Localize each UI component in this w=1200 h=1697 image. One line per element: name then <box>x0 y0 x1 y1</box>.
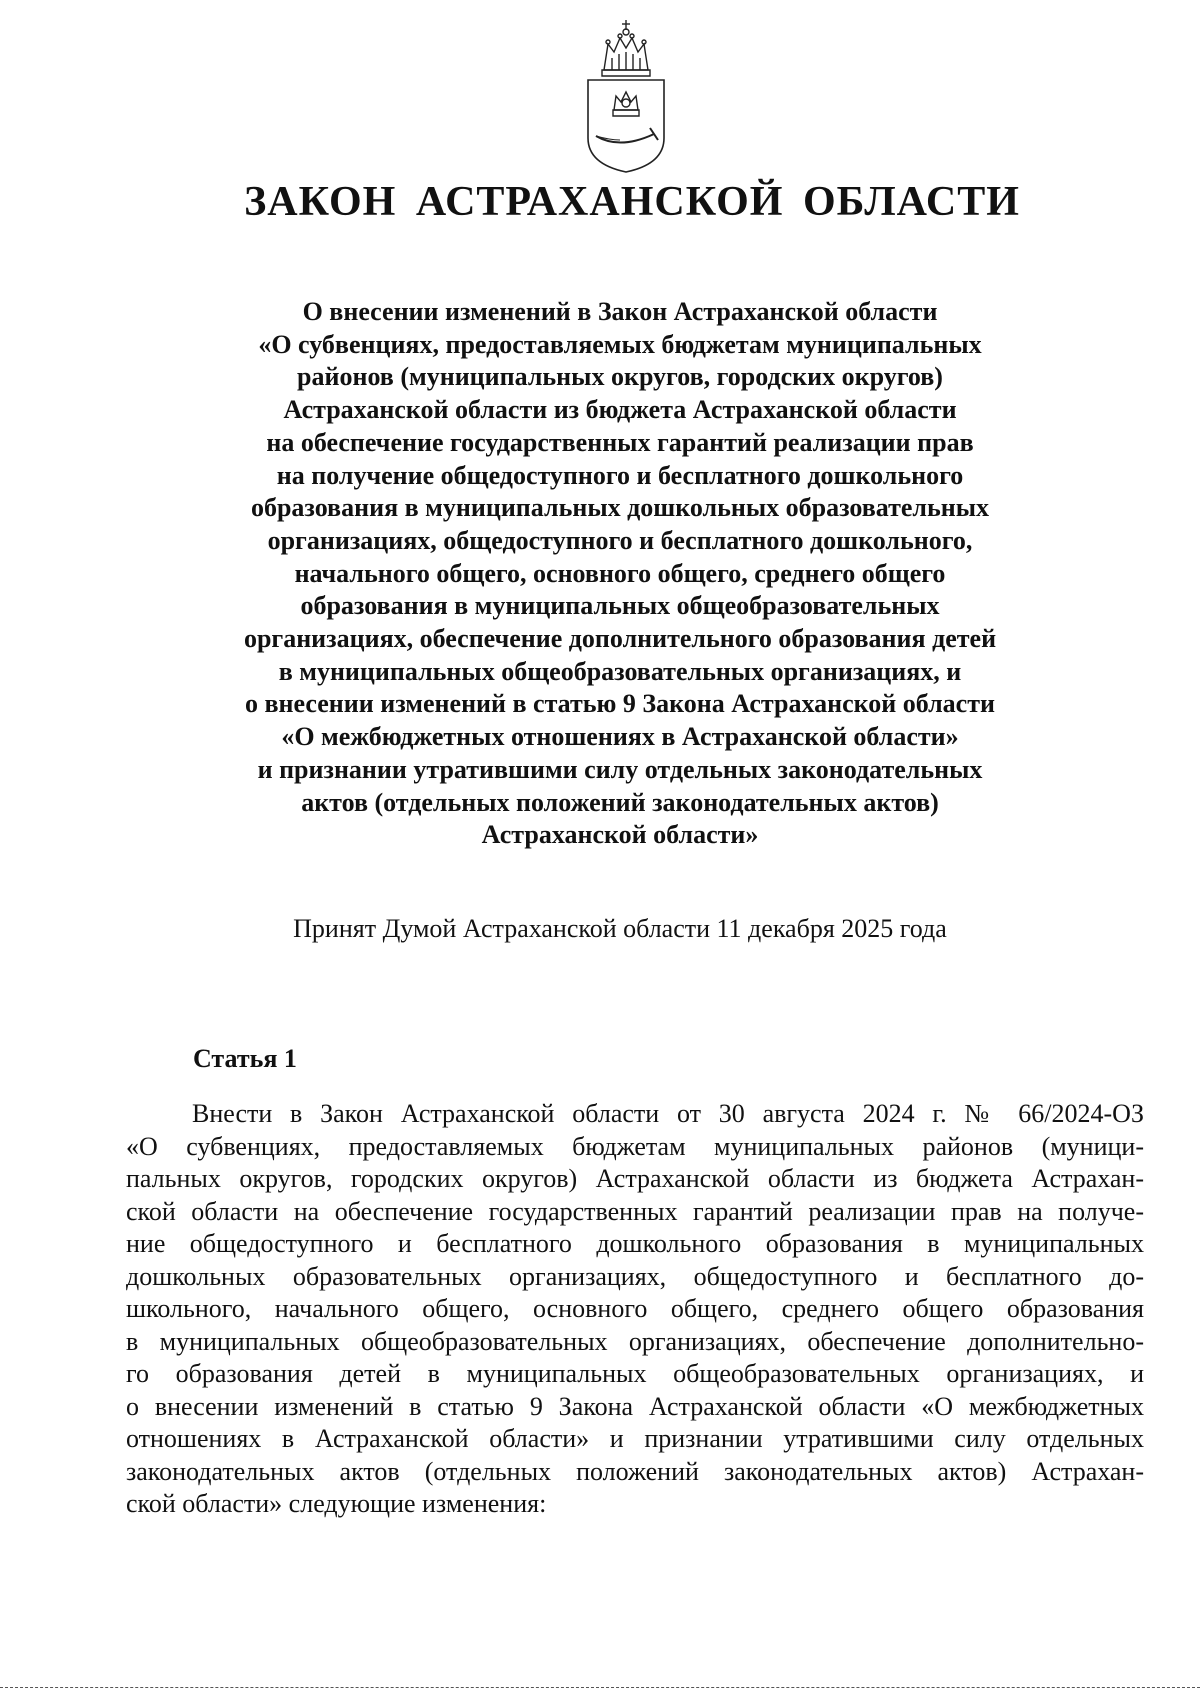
article-line: законодательных актов (отдельных положений законодательных актов) Астрахан- <box>126 1456 1144 1486</box>
subject-line: о внесении изменений в статью 9 Закона Астраханской области <box>245 689 995 719</box>
article-line: ской области на обеспечение государственных гарантий реализации прав на получе- <box>126 1196 1144 1226</box>
subject-line: организациях, обеспечение дополнительного образования детей <box>243 624 997 654</box>
article-line: ской области» следующие изменения: <box>126 1489 547 1518</box>
article-heading: Статья 1 <box>193 1044 297 1073</box>
subject-line: и признании утратившими силу отдельных законодательных <box>257 754 983 784</box>
subject-line: «О межбюджетных отношениях в Астраханской области» <box>281 722 959 752</box>
law-subject <box>180 296 1060 852</box>
subject-line: начального общего, основного общего, среднего общего <box>294 558 946 588</box>
article-line: школьного, начального общего, основного общего, среднего общего образования <box>126 1294 1144 1323</box>
article-line: дошкольных образовательных организациях, общедоступного и бесплатного до- <box>126 1261 1144 1291</box>
article-line: «О субвенциях, предоставляемых бюджетам муниципальных районов (муници- <box>126 1131 1144 1161</box>
subject-line: О внесении изменений в Закон Астраханской области <box>302 297 938 326</box>
subject-line: образования в муниципальных общеобразовательных <box>300 591 940 621</box>
subject-line: Астраханской области» <box>481 820 759 850</box>
subject-line: организациях, общедоступного и бесплатного дошкольного, <box>267 525 973 555</box>
subject-line: в муниципальных общеобразовательных организациях, и <box>278 656 962 686</box>
article-line: Внести в Закон Астраханской области от 30 августа 2024 г. № 66/2024-ОЗ <box>192 1099 1144 1128</box>
subject-line: на обеспечение государственных гарантий реализации прав <box>266 427 974 457</box>
page-bottom-rule <box>0 1687 1200 1688</box>
astrakhan-coat-of-arms-icon <box>580 18 672 174</box>
article-line: ние общедоступного и бесплатного дошкольного образования в муниципальных <box>126 1229 1144 1258</box>
subject-line: образования в муниципальных дошкольных образовательных <box>250 493 990 523</box>
subject-line: Астраханской области из бюджета Астраханской области <box>283 395 957 425</box>
article-line: в муниципальных общеобразовательных организациях, обеспечение дополнительно- <box>126 1326 1144 1356</box>
adoption-statement: Принят Думой Астраханской области 11 декабря 2025 года <box>293 914 947 943</box>
subject-line: актов (отдельных положений законодательных актов) <box>301 787 939 817</box>
article-line: отношениях в Астраханской области» и признании утратившими силу отдельных <box>126 1424 1144 1453</box>
subject-line: «О субвенциях, предоставляемых бюджетам муниципальных <box>258 329 982 359</box>
subject-line: на получение общедоступного и бесплатного дошкольного <box>276 460 964 490</box>
law-title: ЗАКОН АСТРАХАНСКОЙ ОБЛАСТИ <box>244 179 1020 225</box>
article-line: го образования детей в муниципальных общеобразовательных организациях, и <box>126 1359 1144 1388</box>
article-body <box>126 1098 1144 1521</box>
article-line: о внесении изменений в статью 9 Закона Астраханской области «О межбюджетных <box>126 1391 1144 1421</box>
subject-line: районов (муниципальных округов, городских округов) <box>297 362 943 392</box>
article-line: пальных округов, городских округов) Астраханской области из бюджета Астрахан- <box>126 1164 1144 1193</box>
